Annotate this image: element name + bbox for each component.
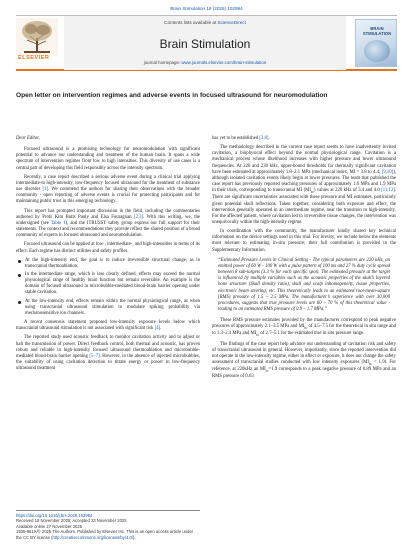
text: has yet to be established: [212, 136, 260, 141]
journal-title: Brain Stimulation: [159, 37, 251, 51]
text: The findings of the case report help advance our understanding of cavitation risk and safety of transcranial ultrasound in general. However, importantly, since the reported intervention did not operate in the low-intensity regime, either in effect or exposure, it does not change the safety assessment of transcranial studies conducted with low intensity exposures (MI: [212, 341, 396, 365]
reference-link[interactable]: [1]: [42, 187, 49, 193]
paragraph: [212, 145, 396, 226]
cc-license-link[interactable]: http://creativecommons.org/licenses/by/4.0/: [52, 534, 133, 540]
doi-link[interactable]: https://doi.org/10.1016/j.brs.2025.102994: [16, 513, 93, 518]
left-column: [16, 136, 200, 375]
received-dates: Received 18 November 2025; Accepted 23 November 2025: [16, 518, 127, 524]
reference-link[interactable]: [4]: [154, 326, 161, 332]
text: ), although isolated cavitation events likely begin at lower pressures. The team that published the case report has previously reported reaching pressures of approximately 1.6 MPa and 1.9 MPa in their trials, corresponding to transcranial MI (MI: [212, 169, 396, 194]
text: The methodology described in the current case report seems to have inadvertently invited cavitation, a biophysical effect beyond the normal physiological range. Cavitation is a mechanical process whose likelihood increases with higher pressure and lower ultrasound frequencies. At 220 and 230 kHz, upper-bound thresholds for thermally significant cavitation have been estimated at approximately 1.8–2.1 MPa (mechanical index, MI = 3.8 to 4.4;: [212, 145, 396, 175]
text: 1935-861X/© 2025 The Authors. Published by Elsevier Inc. This is an open access article under the CC BY license (: [16, 529, 194, 540]
text: ), and the ITRUSST safety group express our full support for their statements. The context and recommendations they provide reflect the shared position of a broad community of experts in focused ultrasound and neuromodulation.: [16, 220, 201, 239]
text: Recently, a case report described a serious adverse event during a clinical trial applying intermediate-to high-intensity, low-frequency focused ultrasound for the treatment of substance use disorder: [16, 174, 200, 193]
contents-prefix: Contents lists available at: [164, 20, 218, 25]
paragraph: Focused ultrasound can be applied at low-, intermediate-, and high-intensities in terms of its effect. Each regime has distinct utilities and safety profiles.: [16, 242, 200, 254]
regime-bullet-list: [16, 258, 200, 317]
bullet-item: [16, 258, 200, 270]
bullet-item: [16, 272, 200, 297]
homepage-prefix: journal homepage:: [143, 60, 182, 65]
subscript: tc: [310, 189, 314, 195]
article-title: Open letter on intervention regimes and adverse events in focused ultrasound for neuromodulation: [16, 92, 328, 99]
article-footer: [16, 510, 200, 540]
paragraph: [16, 175, 200, 206]
text: of 2.7–5.1 for the estimated true in situ pressure range.: [259, 331, 365, 337]
contents-available-line: [64, 20, 346, 25]
text: . There are significant uncertainties associated with these pressure and MI estimates, particularly given potential skull reflections. Taken together, considering both exposure and effect, the intervention generally operated in an intermediate regime, near the transition to high-intensity. For the affected patient, where cavitation led to irreversible tissue changes, the intervention was unequivocally within the high-intensity regime.: [212, 188, 396, 225]
masthead-center-panel: [64, 16, 346, 70]
available-online-date: Available online 27 November 2025: [16, 523, 83, 529]
sciencedirect-link[interactable]: ScienceDirect: [217, 20, 246, 25]
text: . We commend the authors for sharing their observations with the broader community - open reporting of adverse events is crucial for protecting participants and for maintaining public trust in this emerging technology.: [16, 187, 200, 205]
bullet-text: At the low-intensity end, effects remain within the normal physiological range, as when using transcranial ultrasound stimulation to modulate spiking probability via mechanosensitive ion channels.: [25, 298, 200, 316]
bullet-text: At the high-intensity end, the goal is to induce irreversible structural change, as in transcranial thermoablation.: [25, 257, 200, 269]
text: . With this writing, we, the undersigned (see: [16, 214, 200, 226]
paragraph: [16, 209, 200, 240]
text: ) values at 220 kHz of 3.4 and 4.0: [313, 188, 382, 194]
cover-brain-image: [364, 40, 390, 62]
text: .: [160, 326, 162, 332]
subscript: tc: [304, 325, 308, 331]
text: These RMS pressure estimates provided by the manufacturer correspond to peak negative pressures of approximately 2.1–3.5 MPa and MI: [212, 318, 396, 330]
reference-link[interactable]: [3,8]: [259, 136, 269, 141]
subscript: tc: [265, 368, 269, 373]
text: .: [268, 136, 270, 141]
bullet-item: [16, 299, 200, 317]
bullet-dot-icon: [18, 301, 21, 304]
paragraph: [16, 320, 200, 332]
reference-link[interactable]: [9,10]: [381, 169, 394, 175]
bullet-dot-icon: [18, 260, 21, 263]
text: This report has prompted important discussion in the field, including the commentaries authored by Profs Kim Butts Pauly and Elsa Fouragnan: [16, 208, 200, 220]
text: The reported study used acoustic feedback to monitor cavitation activity and to adjust or halt the transmission of power. Direct feedback control, both thermal and acoustic, has proven robust and reliable in high-intensity focused ultrasound thermoablation and microbubble-mediated blood-brain barrier opening: [16, 335, 200, 359]
reference-link[interactable]: [2,3]: [133, 214, 144, 220]
journal-citation: Brain Stimulation 19 (2026) 102994: [170, 6, 243, 11]
reference-link[interactable]: [5–7]: [89, 353, 100, 359]
text: =1.9 corresponds to a peak negative pressure of 0.89 MPa and an RMS pressure of 0.63: [212, 367, 397, 380]
bullet-dot-icon: [18, 274, 21, 277]
bullet-text: In the intermediate range, which is less clearly defined, effects may exceed the normal physiological range of healthy brain function but remain reversible. An example is the domain of focused ultrasound in microbubble-mediated blood-brain barrier opening under stable cavitation.: [25, 271, 200, 296]
paragraph: [212, 136, 396, 142]
journal-homepage-link[interactable]: www.journals.elsevier.com/brain-stimulation: [181, 60, 267, 65]
text: ).: [133, 534, 136, 540]
paragraph: [212, 318, 396, 338]
letter-greeting: Dear Editor,: [16, 136, 40, 141]
paragraph: [212, 342, 396, 381]
reference-link[interactable]: [11,12]: [381, 188, 395, 194]
paragraph: In coordination with the community, the manufacturer kindly shared key technical information on the device settings used in this trial. For brevity, we include below the elements most relevant to estimating in-situ pressure; their full contribution is provided in the Supplementary Information.: [212, 229, 396, 253]
cover-title: BRAIN STIMULATION: [362, 26, 392, 36]
subscript: tc: [368, 360, 372, 366]
elsevier-tree-logo: [16, 18, 58, 64]
text: < 1.9). For reference, at 220kHz an MI: [212, 359, 397, 373]
table-link[interactable]: Table 1: [50, 220, 66, 226]
journal-homepage-line: [64, 60, 346, 65]
journal-cover-thumbnail: [355, 19, 397, 67]
subscript: tc: [256, 332, 260, 338]
text: . However, in the absence of injected microbubbles, the suitability of using cavitation detection to titrate energy or power in low-frequency ultrasound treatment: [16, 353, 200, 372]
license-statement: [16, 529, 200, 540]
manufacturer-quote: “Estimated Pressure Levels in Clinical Setting - The typical parameters are 220 kHz, an emitted power of 60 W - 100 W with a pulse pattern of 100 ms and 27 % duty cycle spread between 8 sub-targets (3.3 % for each specific spot). The estimated pressure at the target is influenced by multiple variables such as the acoustic properties of the skull’s layered bone structure (Skull density ratio), skull and scalp inhomogeneity, tissue properties, electronic beam steering, etc. This theoretically leads to an estimated root-mean-square (RMS) pressure of 1.5 – 2.5 MPa. The manufacturer’s experience with over 30,000 procedures, suggests that true pressure levels are 60 – 70 % of this theoretical value - leading to an estimated RMS pressure of 0.9 – 1.7 MPa.”: [218, 257, 390, 312]
elsevier-wordmark: ELSEVIER: [18, 55, 50, 61]
text: of 4.5–7.5 for the theoretical in situ range and to 1.3–2.4 MPa and MI: [212, 324, 396, 337]
journal-masthead: [16, 15, 397, 71]
text: A recent consensus statement proposed low-intensity exposure levels below which transcranial ultrasound stimulation is not associated with significant risk: [16, 320, 200, 332]
paragraph: Focused ultrasound is a promising technology for neuromodulation with significant potential to advance our understanding and treatment of the human brain. It spans a wide spectrum of intervention regimes from low to high intensities. This diversity of use cases is a central part of developing this field responsibly across the intensity spectrum.: [16, 147, 200, 171]
right-column: [212, 136, 396, 383]
paragraph: [16, 335, 200, 372]
